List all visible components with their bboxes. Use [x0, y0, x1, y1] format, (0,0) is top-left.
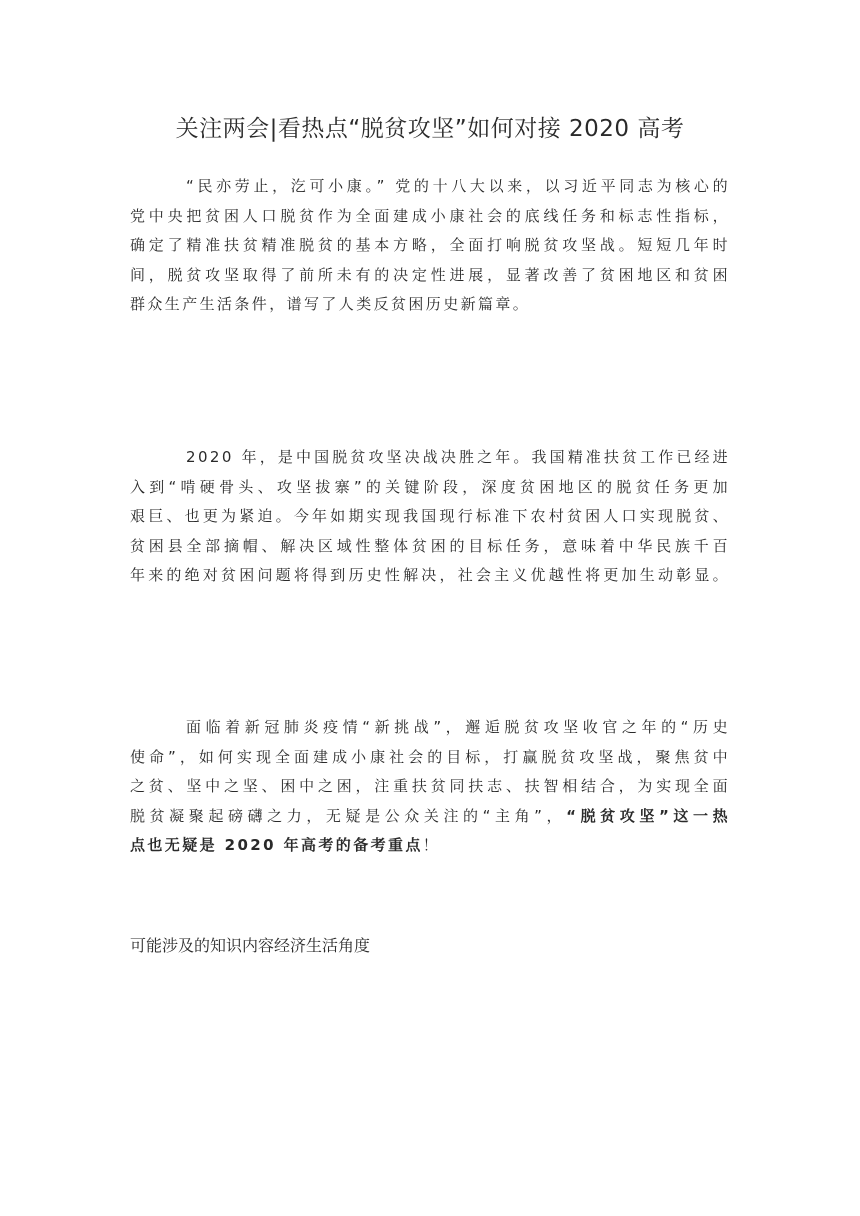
emphasis-text: 点也无疑是 2020 年高考的备考重点 — [130, 836, 423, 854]
section-note: 可能涉及的知识内容经济生活角度 — [130, 936, 371, 955]
paragraph-text: 脱贫凝聚起磅礴之力，无疑是公众关注的“主角”， — [130, 806, 567, 825]
paragraph-3 — [130, 713, 730, 861]
paragraph-line: 党中央把贫困人口脱贫作为全面建成小康社会的底线任务和标志性指标， — [130, 206, 730, 225]
paragraph-line — [130, 802, 730, 832]
document-title: 关注两会|看热点“脱贫攻坚”如何对接 2020 高考 — [175, 116, 685, 142]
emphasis-text: “脱贫攻坚”这一热 — [566, 806, 730, 825]
paragraph-line: 年来的绝对贫困问题将得到历史性解决，社会主义优越性将更加生动彰显。 — [130, 566, 730, 584]
paragraph-line — [130, 831, 730, 861]
paragraph-line: “民亦劳止，汔可小康。” 党的十八大以来，以习近平同志为核心的 — [186, 177, 730, 195]
paragraph-2 — [130, 443, 730, 591]
paragraph-line: 群众生产生活条件，谱写了人类反贫困历史新篇章。 — [130, 295, 531, 313]
paragraph-1 — [130, 172, 730, 320]
paragraph-line: 之贫、坚中之坚、困中之困，注重扶贫同扶志、扶智相结合，为实现全面 — [130, 777, 730, 795]
paragraph-line: 间，脱贫攻坚取得了前所未有的决定性进展，显著改善了贫困地区和贫困 — [130, 265, 730, 284]
paragraph-line: 入到“啃硬骨头、攻坚拔寨”的关键阶段，深度贫困地区的脱贫任务更加 — [130, 477, 730, 496]
paragraph-line: 确定了精准扶贫精准脱贫的基本方略，全面打响脱贫攻坚战。短短几年时 — [130, 236, 730, 254]
paragraph-text: ！ — [422, 836, 441, 854]
paragraph-line: 面临着新冠肺炎疫情“新挑战”，邂逅脱贫攻坚收官之年的“历史 — [186, 718, 730, 736]
paragraph-line: 艰巨、也更为紧迫。今年如期实现我国现行标准下农村贫困人口实现脱贫、 — [130, 507, 730, 525]
paragraph-line: 使命”，如何实现全面建成小康社会的目标，打赢脱贫攻坚战，聚焦贫中 — [130, 747, 730, 766]
paragraph-line: 贫困县全部摘帽、解决区域性整体贫困的目标任务，意味着中华民族千百 — [130, 536, 730, 555]
paragraph-line: 2020 年，是中国脱贫攻坚决战决胜之年。我国精准扶贫工作已经进 — [186, 448, 730, 466]
